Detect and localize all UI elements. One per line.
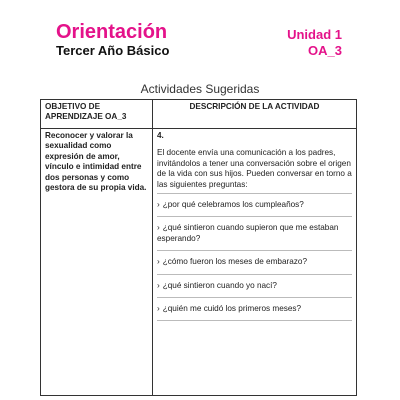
table-header-row <box>41 100 357 129</box>
section-title: Actividades Sugeridas <box>140 82 260 96</box>
question-text: ¿quién me cuidó los primeros meses? <box>162 304 302 314</box>
activity-table <box>40 99 357 396</box>
chevron-right-icon: › <box>157 257 160 267</box>
divider <box>157 193 352 194</box>
objective-cell <box>41 129 153 396</box>
question-text: ¿qué sintieron cuando yo nací? <box>162 280 277 290</box>
table-row <box>41 129 357 396</box>
oa-label: OA_3 <box>308 43 342 58</box>
question-text: ¿por qué celebramos los cumpleaños? <box>162 200 304 210</box>
objective-column-header: OBJETIVO DE APRENDIZAJE OA_3 <box>41 100 153 129</box>
chevron-right-icon: › <box>157 280 160 290</box>
description-column-header: DESCRIPCIÓN DE LA ACTIVIDAD <box>153 100 357 129</box>
divider <box>157 320 352 321</box>
activity-intro: El docente envía una comunicación a los padres, invitándolos a tener una conversación sobre el origen de la vida con sus hijos. Pueden conversar en torno a las siguientes preguntas: <box>157 148 352 189</box>
document-title: Orientación <box>56 21 168 43</box>
question-text: ¿qué sintieron cuando supieron que me estaban esperando? <box>157 223 339 243</box>
description-cell <box>153 129 357 396</box>
document-header <box>0 0 400 70</box>
unit-label: Unidad 1 <box>287 27 342 42</box>
divider <box>157 274 352 275</box>
question-item <box>157 281 352 291</box>
chevron-right-icon: › <box>157 200 160 210</box>
question-item <box>157 257 352 267</box>
activity-number: 4. <box>157 131 164 140</box>
chevron-right-icon: › <box>157 304 160 314</box>
divider <box>157 216 352 217</box>
objective-text: Reconocer y valorar la sexualidad como expresión de amor, vínculo e intimidad entre dos personas y como gestora de su propia vida. <box>45 131 147 193</box>
question-text: ¿cómo fueron los meses de embarazo? <box>162 257 307 267</box>
divider <box>157 297 352 298</box>
chevron-right-icon: › <box>157 223 160 233</box>
question-item <box>157 304 352 314</box>
grade-subtitle: Tercer Año Básico <box>56 43 170 58</box>
question-item <box>157 200 352 210</box>
question-item <box>157 223 352 244</box>
divider <box>157 250 352 251</box>
